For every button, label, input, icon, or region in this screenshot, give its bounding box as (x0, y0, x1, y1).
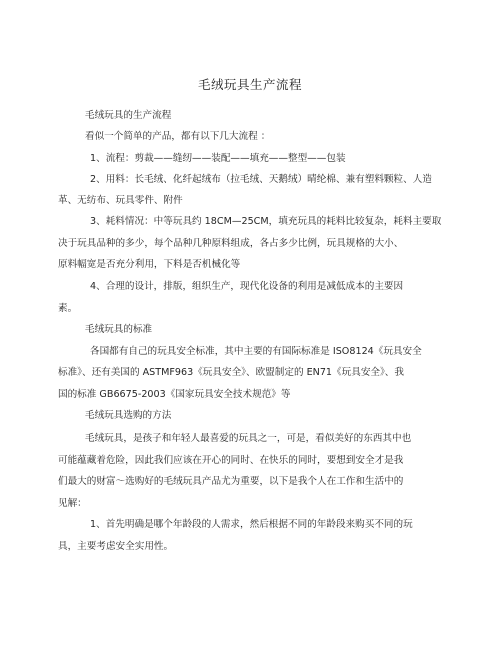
paragraph-line: 看似一个简单的产品，都有以下几大流程 ： (85, 131, 271, 142)
paragraph-line: 原料幅宽是否充分利用，下料是否机械化等 (58, 259, 241, 270)
paragraph-line: 标准》、还有美国的 ASTMF963《玩具安全》、欧盟制定的 EN71《玩具安全》、我 (58, 367, 404, 378)
list-item-materials: 2、用料：长毛绒、化纤起绒布（拉毛绒、天鹅绒）晴纶棉、兼有塑料颗粒、人造 (90, 174, 432, 185)
heading-standards: 毛绒玩具的标准 (85, 324, 153, 335)
list-item-age: 1、首先明确是哪个年龄段的人需求，然后根据不同的年龄段来购买不同的玩 (90, 519, 413, 530)
paragraph-line: 决于玩具品种的多少，每个品种几种原料组成，各占多少比例，玩具规格的大小、 (58, 238, 404, 249)
paragraph-line: 毛绒玩具，是孩子和年轻人最喜爱的玩具之一，可是，看似美好的东西其中也 (85, 433, 412, 444)
paragraph-line: 见解： (58, 498, 87, 509)
paragraph-line: 国的标准 GB6675-2003《国家玩具安全技术规范》等 (58, 389, 291, 400)
paragraph-line: 革、无纺布、玩具零件、附件 (58, 195, 183, 206)
heading-production-process: 毛绒玩具的生产流程 (85, 110, 172, 121)
paragraph-line: 素。 (58, 303, 78, 314)
paragraph-line: 具，主要考虑安全实用性。 (58, 541, 174, 552)
paragraph-line: 们最大的财富～选购好的毛绒玩具产品尤为重要，以下是我个人在工作和生活中的 (58, 476, 404, 487)
document-title: 毛绒玩具生产流程 (197, 77, 302, 92)
paragraph-line: 各国都有自己的玩具安全标准，其中主要的有国际标准是 ISO8124《玩具安全 (90, 346, 422, 357)
list-item-design: 4、合理的设计，排版，组织生产，现代化设备的利用是减低成本的主要因 (90, 281, 404, 292)
heading-buying-method: 毛绒玩具选购的方法 (85, 410, 172, 421)
paragraph-line: 可能蕴藏着危险，因此我们应该在开心的同时、在快乐的同时，要想到安全才是我 (58, 455, 404, 466)
list-item-process: 1、流程：剪裁——缝纫——装配——填充——整型——包装 (90, 153, 346, 164)
list-item-consumption: 3、耗料情况：中等玩具约 18CM—25CM，填充玩具的耗料比较复杂，耗料主要取 (90, 216, 442, 227)
